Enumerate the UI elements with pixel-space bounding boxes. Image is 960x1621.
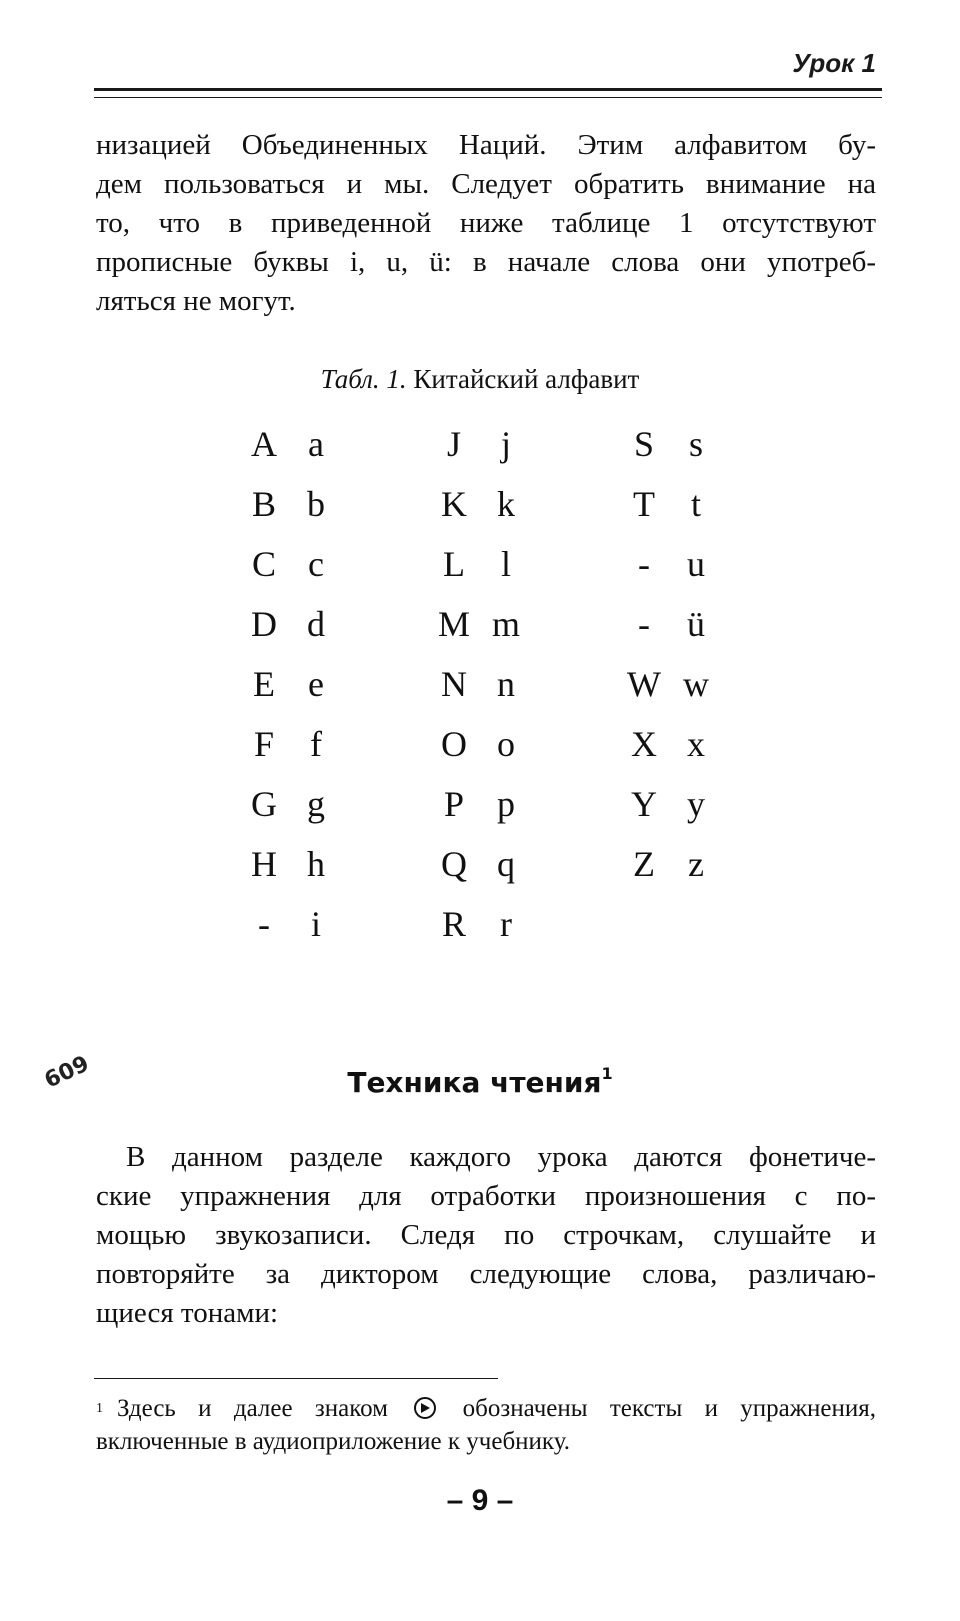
section-line: щиеся тонами: — [96, 1297, 279, 1329]
lowercase-letter: z — [688, 844, 704, 884]
uppercase-letter: P — [443, 784, 465, 824]
lowercase-letter: g — [307, 784, 325, 824]
footnote-text-before: Здесь и далее знаком — [117, 1395, 388, 1422]
audio-disc-icon — [414, 1397, 436, 1419]
page-number: – 9 – — [446, 1484, 514, 1517]
margin-handwritten-note: 609 — [40, 1051, 94, 1094]
table-caption-title: Китайский алфавит — [413, 364, 640, 394]
lowercase-letter: p — [497, 784, 515, 824]
uppercase-letter: A — [251, 424, 277, 464]
uppercase-letter: W — [627, 664, 661, 704]
section-title — [0, 1066, 960, 1099]
lowercase-letter: k — [497, 484, 515, 524]
lowercase-letter: l — [500, 544, 511, 584]
uppercase-letter: R — [441, 904, 466, 944]
uppercase-letter: B — [251, 484, 276, 524]
lowercase-letter: j — [500, 424, 511, 464]
uppercase-letter: H — [251, 844, 277, 884]
lowercase-letter: h — [307, 844, 325, 884]
lowercase-letter: s — [688, 424, 703, 464]
footnote-line — [96, 1392, 876, 1425]
section-line: ские упражнения для отработки произношения с по- — [96, 1180, 876, 1212]
uppercase-letter: - — [638, 544, 650, 584]
uppercase-letter: G — [251, 784, 277, 824]
section-line: повторяйте за диктором следующие слова, различаю- — [96, 1258, 876, 1290]
lowercase-letter: f — [310, 724, 322, 764]
uppercase-letter: K — [441, 484, 467, 524]
lowercase-letter: o — [497, 724, 515, 764]
lowercase-letter: c — [308, 544, 324, 584]
lowercase-letter: q — [497, 844, 515, 884]
uppercase-letter: O — [441, 724, 467, 764]
header-rule — [94, 88, 882, 98]
uppercase-letter: D — [251, 604, 277, 644]
lowercase-letter: d — [307, 604, 325, 644]
lowercase-letter: i — [310, 904, 321, 944]
footnote-mark: 1 — [96, 1401, 103, 1416]
footnote — [96, 1392, 876, 1458]
lowercase-letter: t — [690, 484, 701, 524]
uppercase-letter: X — [631, 724, 657, 764]
uppercase-letter: L — [443, 544, 465, 584]
intro-line: то, что в приведенной ниже таблице 1 отсутствуют — [96, 207, 876, 239]
intro-line: ляться не могут. — [96, 285, 296, 317]
uppercase-letter: Y — [631, 784, 657, 824]
lowercase-letter: n — [497, 664, 515, 704]
lowercase-letter: b — [307, 484, 325, 524]
uppercase-letter: T — [633, 484, 655, 524]
lowercase-letter: x — [687, 724, 705, 764]
intro-paragraph — [96, 126, 876, 321]
table-caption-label: Табл. 1. — [320, 364, 407, 394]
footnote-reference: 1 — [601, 1064, 613, 1083]
footnote-text-after: обозначены тексты и упражнения, — [462, 1395, 877, 1422]
section-paragraph — [96, 1138, 876, 1333]
uppercase-letter: S — [633, 424, 655, 464]
header-title: Урок 1 — [792, 48, 876, 78]
table-caption — [0, 364, 960, 395]
uppercase-letter: - — [258, 904, 270, 944]
lowercase-letter: ü — [687, 604, 705, 644]
intro-line: низацией Объединенных Наций. Этим алфавитом бу- — [96, 129, 876, 161]
lowercase-letter: u — [687, 544, 705, 584]
lowercase-letter: a — [308, 424, 324, 464]
lowercase-letter: y — [687, 784, 705, 824]
lowercase-letter: e — [308, 664, 324, 704]
uppercase-letter: - — [638, 604, 650, 644]
section-line: мощью звукозаписи. Следя по строчкам, слушайте и — [96, 1219, 876, 1251]
lowercase-letter: r — [500, 904, 512, 944]
footnote-rule — [94, 1378, 498, 1379]
section-title-text: Техника чтения — [347, 1066, 602, 1099]
uppercase-letter: Z — [633, 844, 655, 884]
uppercase-letter: J — [446, 424, 461, 464]
uppercase-letter: N — [441, 664, 467, 704]
lowercase-letter: m — [491, 604, 520, 644]
uppercase-letter: M — [437, 604, 470, 644]
intro-line: дем пользоваться и мы. Следует обратить внимание на — [96, 168, 876, 200]
lowercase-letter: w — [683, 664, 709, 704]
footnote-line: включенные в аудиоприложение к учебнику. — [96, 1428, 570, 1455]
intro-line: прописные буквы i, u, ü: в начале слова они употреб- — [96, 246, 876, 278]
uppercase-letter: Q — [441, 844, 467, 884]
uppercase-letter: C — [251, 544, 276, 584]
section-line: В данном разделе каждого урока даются фонетиче- — [126, 1141, 876, 1173]
uppercase-letter: E — [253, 664, 275, 704]
uppercase-letter: F — [253, 724, 275, 764]
alphabet-table — [0, 424, 960, 984]
